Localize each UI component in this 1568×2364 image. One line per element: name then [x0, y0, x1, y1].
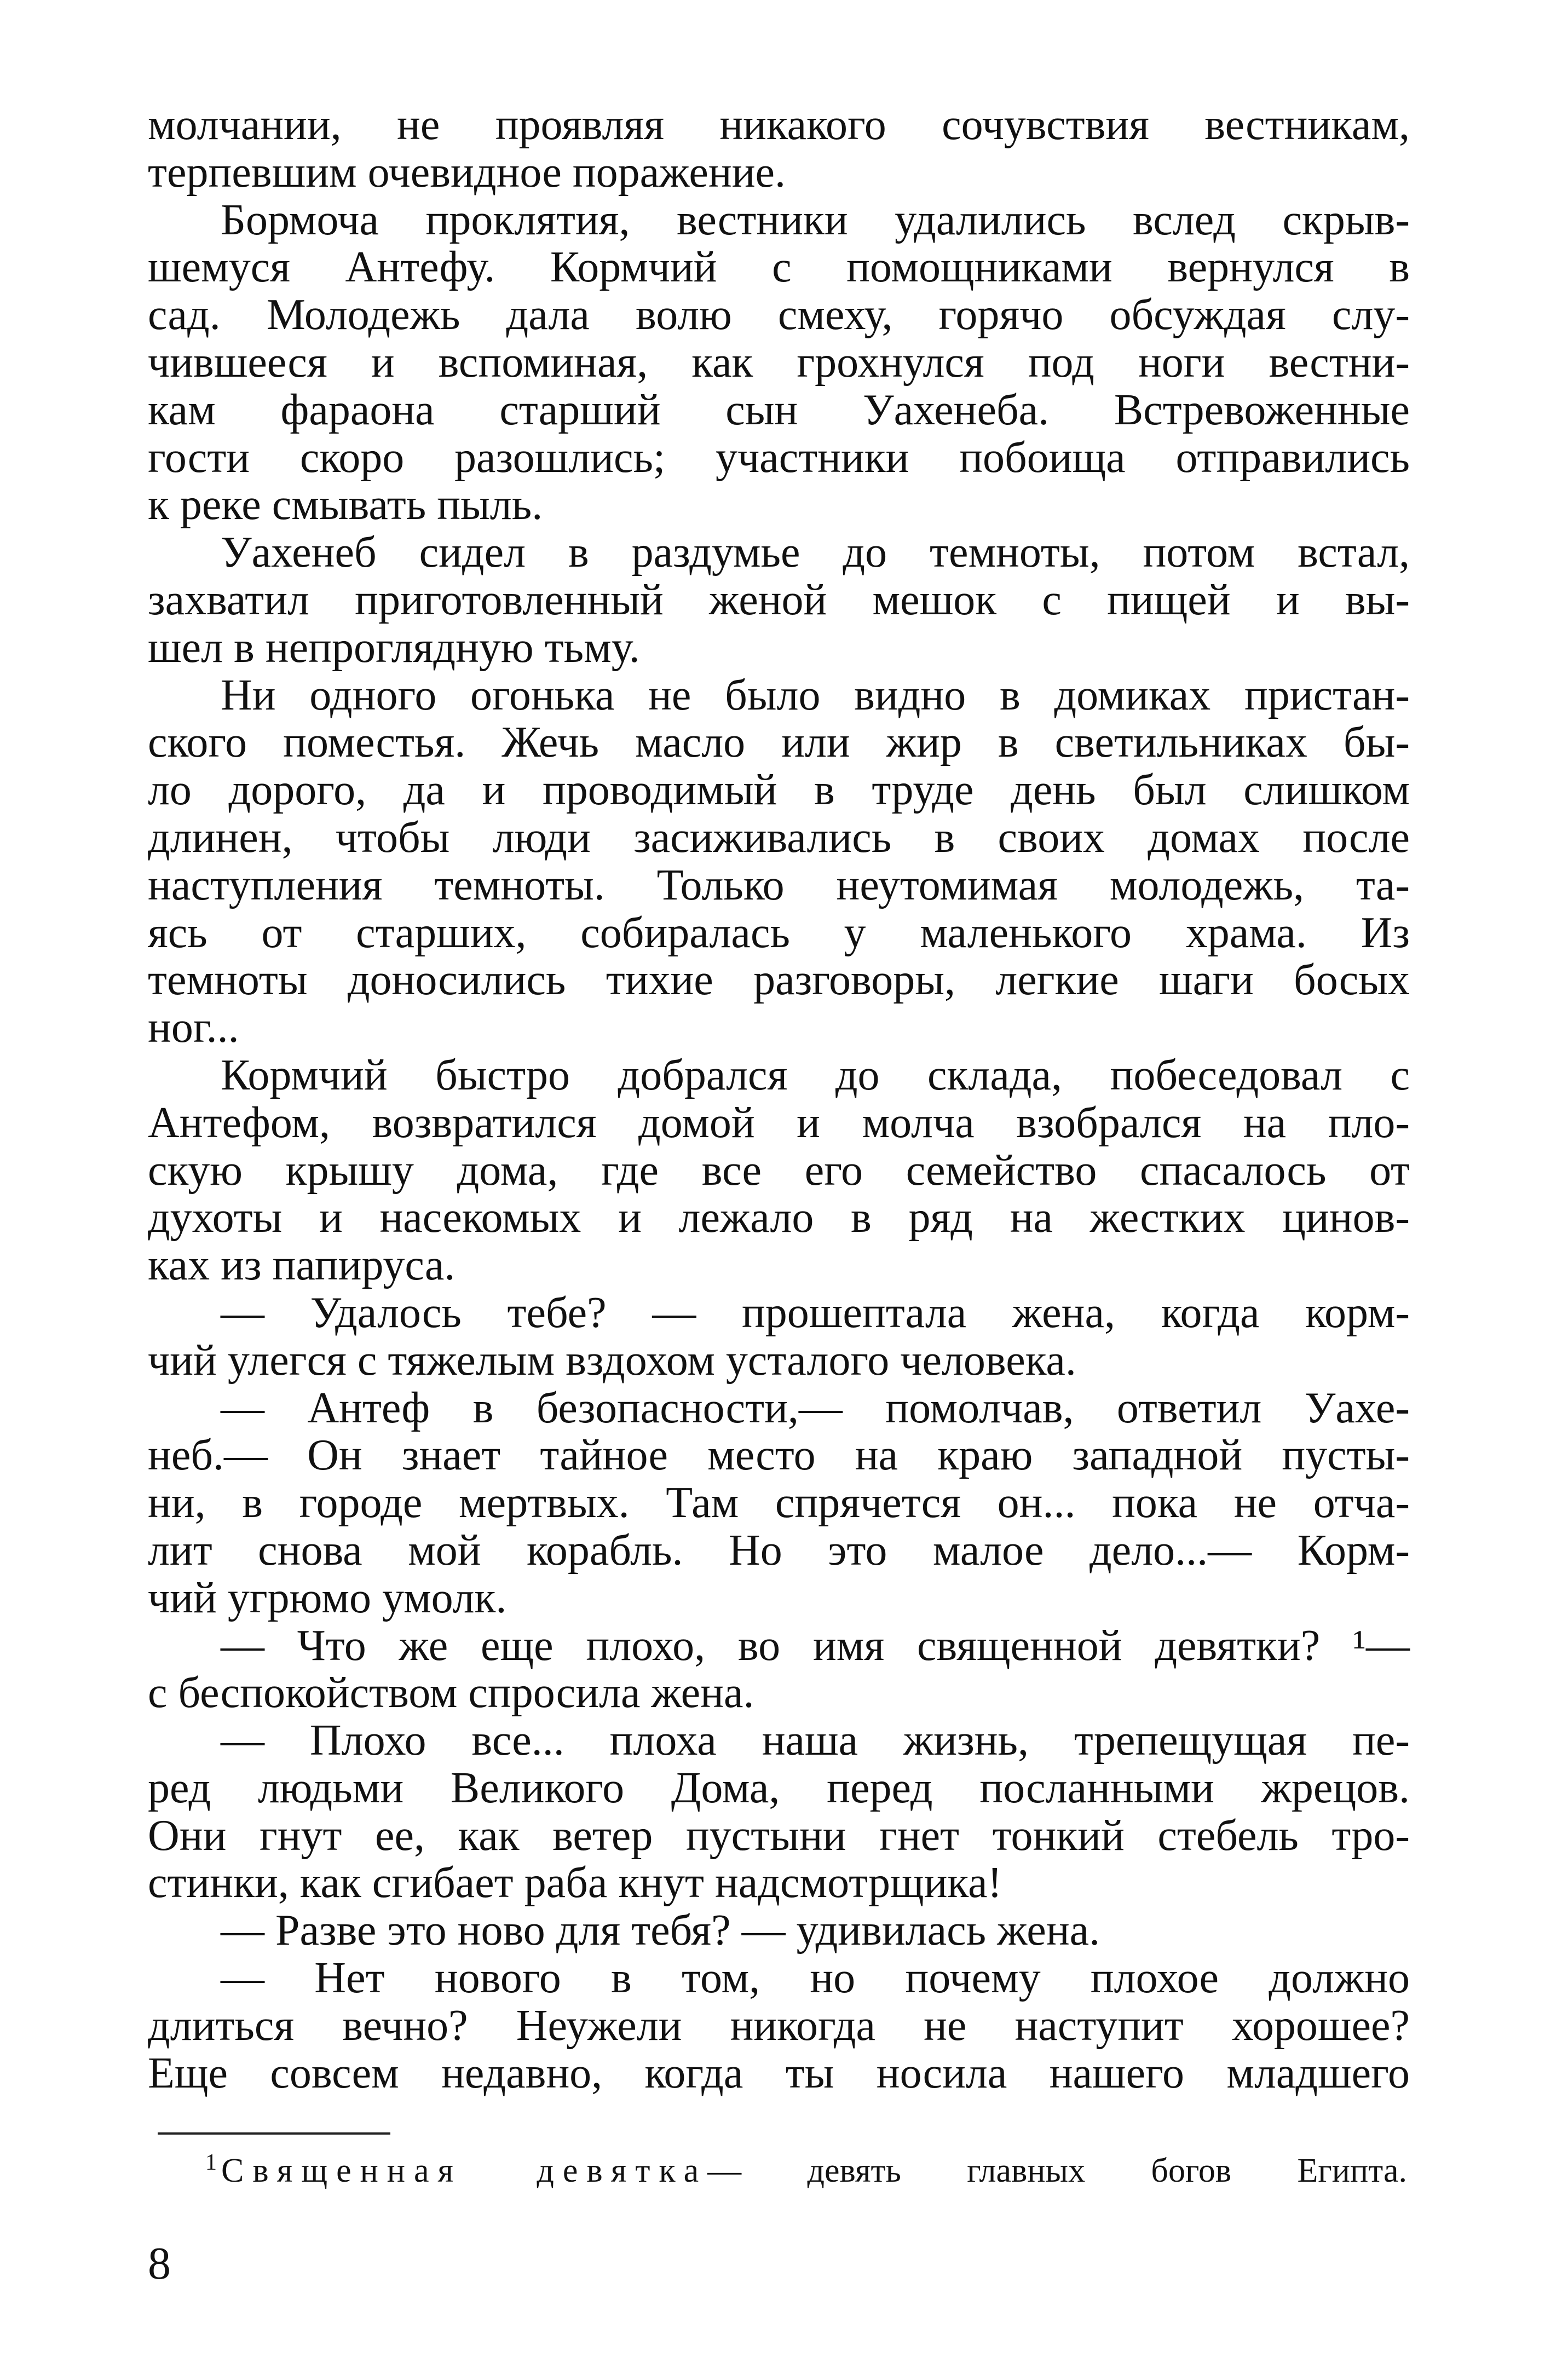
- text-line: духоты и насекомых и лежало в ряд на жестких цинов-: [148, 1193, 1410, 1242]
- text-line: скую крышу дома, где все его семейство спасалось от: [148, 1146, 1410, 1195]
- text-line: темноты доносились тихие разговоры, легкие шаги босых: [148, 956, 1410, 1005]
- text-line: — Разве это ново для тебя? — удивилась жена.: [221, 1906, 1100, 1955]
- text-line: к реке смывать пыль.: [148, 481, 543, 529]
- text-line: неб.— Он знает тайное место на краю западной пусты-: [148, 1431, 1410, 1480]
- text-line: молчании, не проявляя никакого сочувствия вестникам,: [148, 101, 1410, 149]
- text-line: сад. Молодежь дала волю смеху, горячо обсуждая слу-: [148, 291, 1410, 339]
- text-line: длинен, чтобы люди засиживались в своих домах после: [148, 813, 1410, 862]
- text-line: Уахенеб сидел в раздумье до темноты, потом встал,: [221, 528, 1410, 577]
- text-line: чившееся и вспоминая, как грохнулся под ноги вестни-: [148, 338, 1410, 387]
- text-line: шемуся Антефу. Кормчий с помощниками вернулся в: [148, 243, 1410, 292]
- text-line: с беспокойством спросила жена.: [148, 1669, 754, 1717]
- text-line: лит снова мой корабль. Но это малое дело...— Корм-: [148, 1526, 1410, 1575]
- text-line: — Антеф в безопасности,— помолчав, ответил Уахе-: [221, 1383, 1410, 1432]
- text-line: стинки, как сгибает раба кнут надсмотрщика!: [148, 1859, 1002, 1907]
- text-line: ского поместья. Жечь масло или жир в светильниках бы-: [148, 718, 1410, 767]
- text-line: — Нет нового в том, но почему плохое должно: [221, 1954, 1410, 2003]
- text-line: ках из папируса.: [148, 1241, 456, 1290]
- text-line: — Плохо все... плоха наша жизнь, трепещущая пе-: [221, 1716, 1410, 1765]
- text-line: кам фараона старший сын Уахенеба. Встревоженные: [148, 385, 1410, 434]
- text-line: — Удалось тебе? — прошептала жена, когда корм-: [221, 1288, 1410, 1337]
- footnote: [205, 2138, 1407, 2187]
- page-number: 8: [148, 2238, 171, 2289]
- text-line: ног...: [148, 1004, 239, 1052]
- text-line: терпевшим очевидное поражение.: [148, 148, 786, 197]
- text-line: ни, в городе мертвых. Там спрячется он... пока не отча-: [148, 1479, 1410, 1527]
- text-line: чий улегся с тяжелым вздохом усталого человека.: [148, 1336, 1076, 1385]
- text-line: Еще совсем недавно, когда ты носила нашего младшего: [148, 2049, 1410, 2097]
- text-line: Бормоча проклятия, вестники удалились вслед скрыв-: [221, 195, 1410, 244]
- text-line: Ни одного огонька не было видно в домиках пристан-: [221, 671, 1410, 719]
- text-line: чий угрюмо умолк.: [148, 1573, 507, 1622]
- footnote-text: — девять главных богов Египта.: [707, 2152, 1407, 2189]
- text-line: длиться вечно? Неужели никогда не наступит хорошее?: [148, 2001, 1410, 2050]
- text-line: Кормчий быстро добрался до склада, побеседовал с: [221, 1051, 1410, 1099]
- text-line: гости скоро разошлись; участники побоища отправились: [148, 433, 1410, 482]
- footnote-marker: 1: [205, 2150, 217, 2175]
- text-line: Они гнут ее, как ветер пустыни гнет тонкий стебель тро-: [148, 1811, 1410, 1860]
- text-line: ясь от старших, собиралась у маленького храма. Из: [148, 908, 1410, 957]
- footnote-term: Священная девятка: [221, 2152, 708, 2189]
- text-line: наступления темноты. Только неутомимая молодежь, та-: [148, 861, 1410, 909]
- text-line: ред людьми Великого Дома, перед посланными жрецов.: [148, 1763, 1410, 1812]
- text-line: шел в непроглядную тьму.: [148, 623, 640, 672]
- text-line: — Что же еще плохо, во имя священной девятки? ¹—: [221, 1621, 1410, 1670]
- text-line: ло дорого, да и проводимый в труде день был слишком: [148, 766, 1410, 815]
- body-text: [148, 101, 1410, 2097]
- footnote-divider: [158, 2132, 390, 2135]
- text-line: захватил приготовленный женой мешок с пищей и вы-: [148, 575, 1410, 624]
- text-line: Антефом, возвратился домой и молча взобрался на пло-: [148, 1098, 1410, 1147]
